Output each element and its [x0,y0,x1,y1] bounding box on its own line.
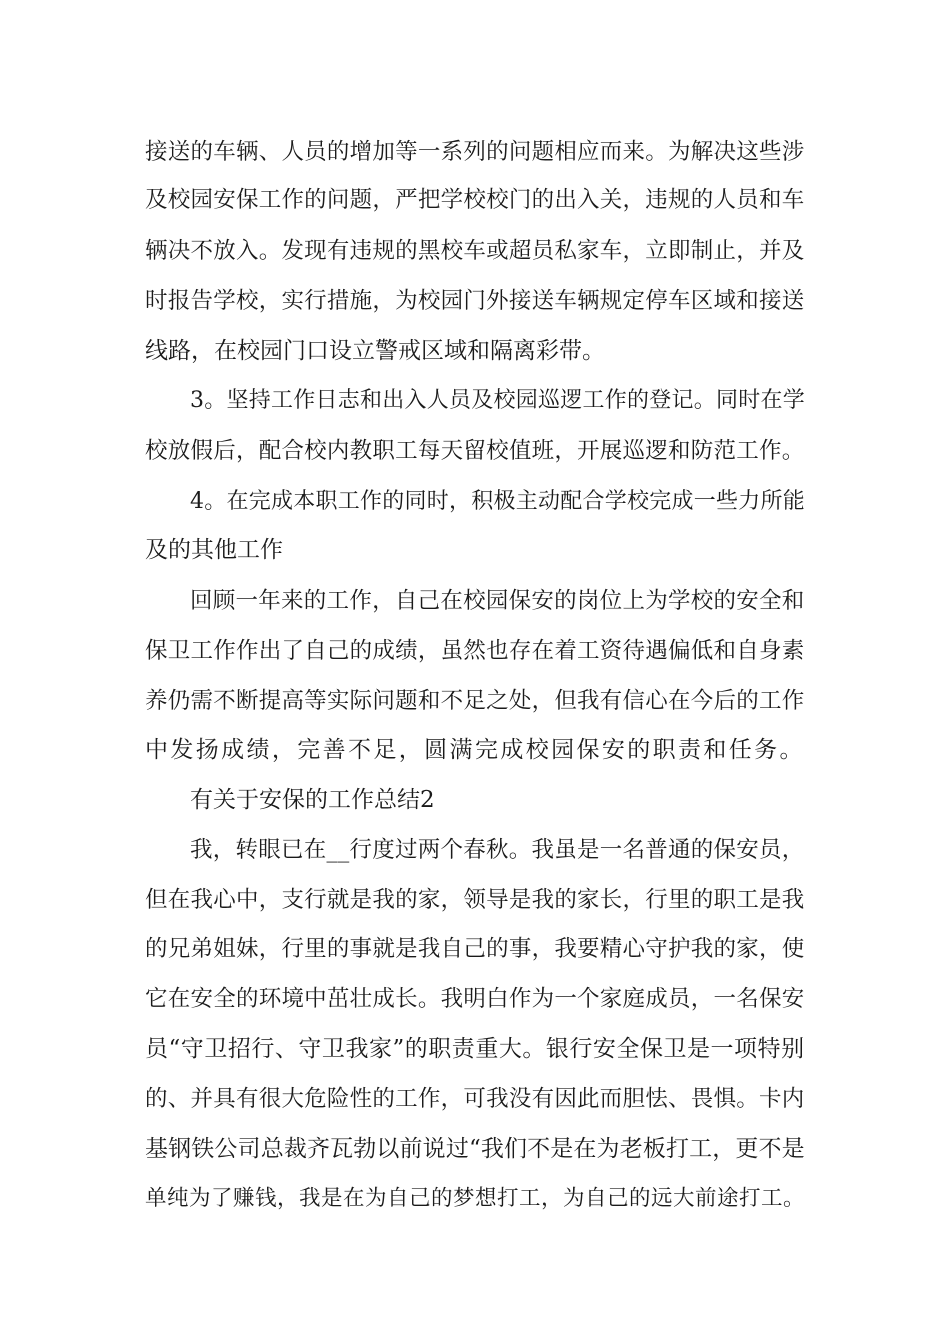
text-line: 辆决不放入。发现有违规的黑校车或超员私家车，立即制止，并及 [145,238,805,264]
text-line: 线路，在校园门口设立警戒区域和隔离彩带。 [145,338,605,364]
text-line: 我，转眼已在__行度过两个春秋。我虽是一名普通的保安员， [190,837,805,863]
text-line: 接送的车辆、人员的增加等一系列的问题相应而来。为解决这些涉 [145,139,805,165]
text-line: 基钢铁公司总裁齐瓦勃以前说过“我们不是在为老板打工，更不是 [145,1136,805,1162]
text-line: 校放假后，配合校内教职工每天留校值班，开展巡逻和防范工作。 [145,438,805,464]
text-line: 4。在完成本职工作的同时，积极主动配合学校完成一些力所能 [190,489,805,514]
text-line: 时报告学校，实行措施，为校园门外接送车辆规定停车区域和接送 [145,288,805,314]
text-line: 及的其他工作 [145,537,283,563]
text-line: 的兄弟姐妹，行里的事就是我自己的事，我要精心守护我的家，使 [145,936,805,962]
text-line: 养仍需不断提高等实际问题和不足之处，但我有信心在今后的工作 [145,688,805,714]
text-line: 的、并具有很大危险性的工作，可我没有因此而胆怯、畏惧。卡内 [145,1086,805,1112]
text-line: 它在安全的环境中茁壮成长。我明白作为一个家庭成员，一名保安 [145,986,805,1012]
text-line: 及校园安保工作的问题，严把学校校门的出入关，违规的人员和车 [145,187,805,213]
text-line: 员“守卫招行、守卫我家”的职责重大。银行安全保卫是一项特别 [145,1036,805,1062]
section-heading: 有关于安保的工作总结2 [190,787,435,813]
text-line: 中发扬成绩，完善不足，圆满完成校园保安的职责和任务。 [145,737,805,763]
text-line: 单纯为了赚钱，我是在为自己的梦想打工，为自己的远大前途打工。 [145,1186,806,1211]
text-line: 但在我心中，支行就是我的家，领导是我的家长，行里的职工是我 [145,887,805,913]
text-line: 3。坚持工作日志和出入人员及校园巡逻工作的登记。同时在学 [190,388,805,413]
text-line: 保卫工作作出了自己的成绩，虽然也存在着工资待遇偏低和自身素 [145,638,805,664]
text-line: 回顾一年来的工作，自己在校园保安的岗位上为学校的安全和 [190,588,805,614]
